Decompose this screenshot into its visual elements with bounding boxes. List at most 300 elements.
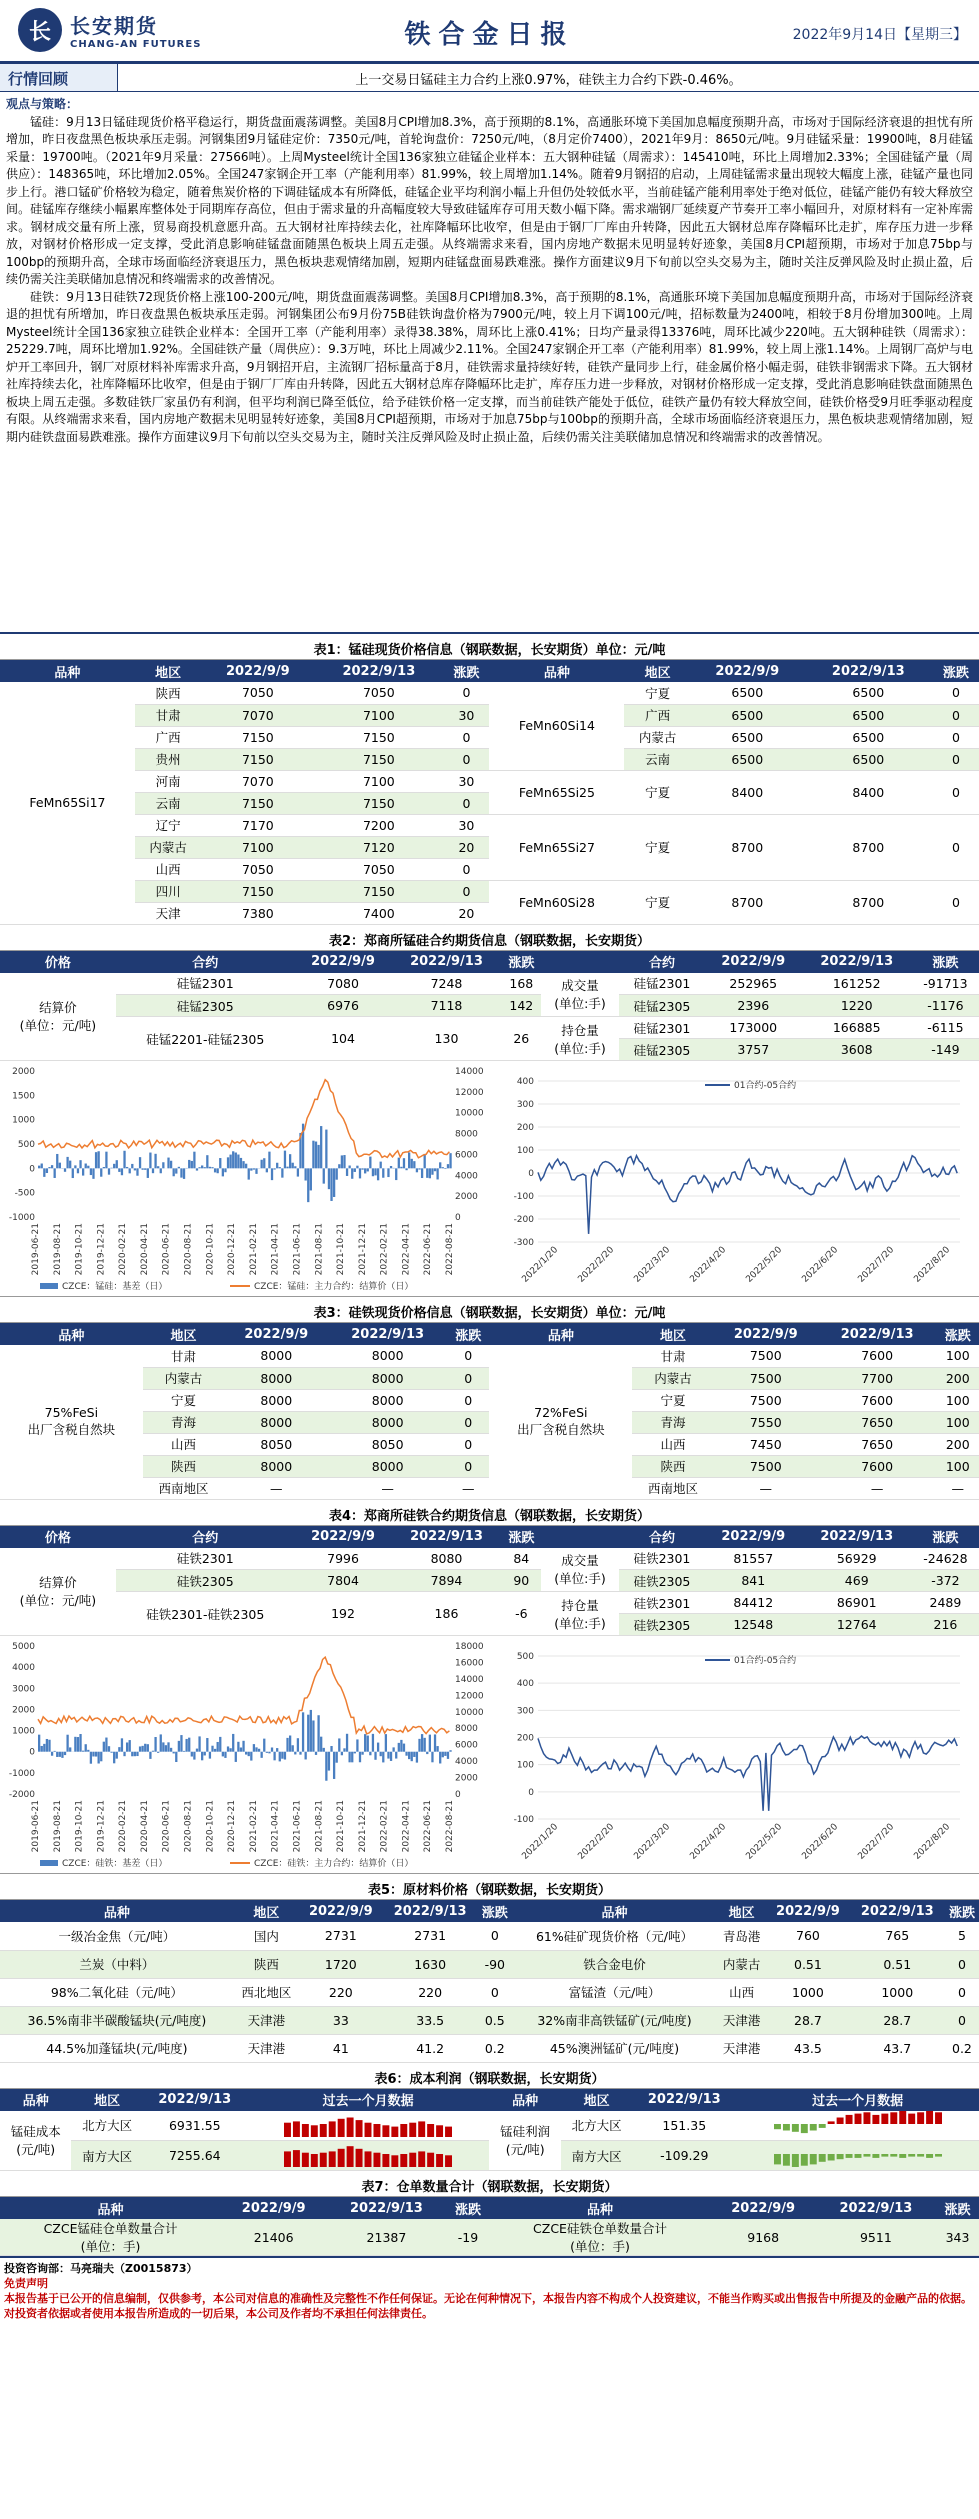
table-cell: 765 <box>850 1922 945 1950</box>
basis-bar <box>416 1752 418 1763</box>
basis-bar <box>377 1743 379 1752</box>
basis-bar <box>227 1746 229 1751</box>
tick-label: 2022/4/20 <box>688 1822 729 1862</box>
table-row <box>0 1592 979 1614</box>
basis-bar <box>323 1168 325 1183</box>
tick-label: -100 <box>513 1815 534 1825</box>
basis-bar <box>38 1166 40 1169</box>
basis-bar <box>180 1735 182 1752</box>
basis-bar <box>294 1166 296 1168</box>
basis-bar <box>95 1752 97 1757</box>
table-cell: 内蒙古 <box>632 1367 714 1389</box>
basis-bar <box>219 1158 221 1168</box>
table2-title: 表2：郑商所锰硅合约期货信息（钢联数据，长安期货） <box>0 925 979 951</box>
basis-bar <box>400 1740 402 1752</box>
table-cell: -90 <box>478 1950 512 1978</box>
tick-label: 2020-08-21 <box>183 1223 194 1276</box>
column-header: 2022/9/9 <box>295 951 392 973</box>
column-header: 涨跌 <box>502 1526 541 1548</box>
basis-bar <box>79 1160 81 1168</box>
tick-label: 16000 <box>455 1658 484 1669</box>
table-cell: 0 <box>933 880 979 924</box>
basis-bar <box>90 1168 92 1175</box>
table-cell: 469 <box>802 1570 912 1592</box>
table-row <box>0 1017 979 1039</box>
basis-bar <box>105 1738 107 1752</box>
basis-bar <box>312 1141 314 1169</box>
company-name-cn: 长安期货 <box>70 14 158 38</box>
basis-bar <box>317 1715 319 1751</box>
table-cell: 6500 <box>804 726 933 748</box>
basis-bar <box>206 1738 208 1752</box>
basis-bar <box>369 1752 371 1756</box>
table-cell: 9168 <box>711 2219 816 2256</box>
table-cell: 陕西 <box>135 682 201 704</box>
basis-bar <box>178 1741 180 1752</box>
column-header: 品种 <box>489 2197 710 2219</box>
tick-label: 2020-08-21 <box>183 1800 194 1853</box>
table-cell: 33.5 <box>383 2006 478 2034</box>
basis-bar <box>180 1168 182 1177</box>
table-cell: 84 <box>502 1548 541 1570</box>
column-header: 过去一个月数据 <box>736 2089 979 2111</box>
column-header: 2022/9/13 <box>326 2197 446 2219</box>
basis-bar <box>263 1158 265 1168</box>
table-cell: 天津港 <box>717 2034 766 2062</box>
basis-bar <box>160 1734 162 1751</box>
tick-label: 2020-12-21 <box>227 1800 238 1853</box>
tick-label: -500 <box>14 1188 35 1199</box>
table-row <box>0 1570 979 1592</box>
tick-label: 8000 <box>455 1724 478 1735</box>
table-cell: 陕西 <box>143 1455 225 1477</box>
table-cell: 西南地区 <box>143 1477 225 1499</box>
basis-bar <box>206 1155 208 1168</box>
table-cell: 8000 <box>328 1411 447 1433</box>
table-cell: 0 <box>447 1455 489 1477</box>
basis-bar <box>147 1744 149 1752</box>
tick-label: 4000 <box>455 1171 478 1182</box>
basis-bar <box>351 1752 353 1763</box>
basis-bar <box>116 1752 118 1759</box>
table-cell: 0 <box>443 792 489 814</box>
column-header: 2022/9/13 <box>802 951 912 973</box>
table-cell: 甘肃 <box>143 1345 225 1367</box>
table-row <box>0 880 979 902</box>
table-cell: 0 <box>447 1389 489 1411</box>
table-cell: — <box>937 1477 979 1499</box>
basis-bar <box>447 1164 449 1168</box>
table-cell: 广西 <box>624 704 690 726</box>
table-cell: — <box>714 1477 818 1499</box>
table-cell: 0 <box>443 880 489 902</box>
tick-label: 200 <box>516 1733 534 1744</box>
basis-bar <box>400 1167 402 1169</box>
table-cell: 9511 <box>816 2219 936 2256</box>
column-header: 地区 <box>624 660 690 682</box>
basis-bar <box>444 1752 446 1756</box>
table-cell: 7100 <box>201 836 314 858</box>
table-cell: 220 <box>383 1978 478 2006</box>
table-cell: 7380 <box>201 902 314 924</box>
basis-bar <box>310 1710 312 1752</box>
mnsi-charts <box>0 1061 979 1297</box>
table-cell: 0 <box>933 770 979 814</box>
basis-bar <box>426 1752 428 1754</box>
basis-bar <box>408 1752 410 1759</box>
column-header: 2022/9/9 <box>711 2197 816 2219</box>
table-cell: 6976 <box>295 995 392 1017</box>
tick-label: 6000 <box>455 1150 478 1161</box>
basis-bar <box>142 1746 144 1752</box>
tick-label: -1000 <box>8 1768 35 1779</box>
basis-bar <box>323 1748 325 1752</box>
basis-bar <box>188 1160 190 1168</box>
basis-bar <box>273 1752 275 1761</box>
table-cell: 7450 <box>714 1433 818 1455</box>
company-name-en: CHANG-AN FUTURES <box>70 39 202 50</box>
tick-label: 2022/1/20 <box>520 1822 561 1862</box>
table7-warehouse-receipts <box>0 2197 979 2256</box>
tick-label: 2000 <box>455 1192 478 1203</box>
table-cell: 青海 <box>143 1411 225 1433</box>
tick-label: 400 <box>516 1679 534 1690</box>
table-cell: 硅锰2301 <box>116 973 295 995</box>
table-cell: 宁夏 <box>624 880 690 924</box>
tick-label: 400 <box>516 1077 534 1087</box>
tick-label: 2000 <box>12 1067 35 1077</box>
basis-bar <box>418 1739 420 1752</box>
sparkline <box>283 2141 453 2167</box>
column-header: 合约 <box>116 1526 295 1548</box>
table-cell: 0.2 <box>945 2034 979 2062</box>
table-cell: 7894 <box>391 1570 501 1592</box>
table-cell: 75%FeSi 出厂含税自然块 <box>0 1345 143 1499</box>
basis-bar <box>43 1168 45 1177</box>
tick-label: 1000 <box>12 1726 35 1737</box>
table-cell: 结算价 (单位：元/吨) <box>0 973 116 1061</box>
basis-bar <box>372 1734 374 1752</box>
basis-bar <box>242 1741 244 1752</box>
basis-bar <box>429 1735 431 1752</box>
column-header: 涨跌 <box>912 1526 979 1548</box>
basis-bar <box>354 1168 356 1172</box>
basis-bar <box>390 1166 392 1168</box>
table-row <box>0 2219 979 2256</box>
table-cell: 7150 <box>201 792 314 814</box>
table-cell: 8400 <box>804 770 933 814</box>
basis-bar <box>325 1130 327 1169</box>
spread-line <box>538 1156 957 1234</box>
basis-bar <box>162 1742 164 1751</box>
table-cell: 结算价 (单位：元/吨) <box>0 1548 116 1636</box>
basis-bar <box>250 1168 252 1170</box>
table-cell: 7550 <box>714 1411 818 1433</box>
tick-label: 10000 <box>455 1707 484 1718</box>
basis-bar <box>56 1752 58 1757</box>
table-cell: 44.5%加蓬锰块(元/吨度) <box>0 2034 234 2062</box>
column-header: 2022/9/9 <box>224 1323 328 1345</box>
table-cell: 61%硅矿现货价格（元/吨） <box>512 1922 717 1950</box>
table-cell: 8700 <box>804 880 933 924</box>
basis-bar <box>183 1751 185 1752</box>
basis-bar <box>421 1168 423 1178</box>
table-cell: 宁夏 <box>632 1389 714 1411</box>
table-cell: 7100 <box>314 770 443 792</box>
tick-label: 2022-08-21 <box>445 1223 455 1276</box>
basis-bar <box>413 1161 415 1168</box>
basis-bar <box>328 1752 330 1771</box>
basis-bar <box>444 1168 446 1169</box>
basis-bar <box>178 1167 180 1169</box>
table-cell: 硅锰2305 <box>619 1039 705 1061</box>
basis-bar <box>424 1154 426 1168</box>
table-cell: 0 <box>478 1978 512 2006</box>
basis-bar <box>152 1751 154 1752</box>
table-cell: 8000 <box>224 1345 328 1367</box>
table-cell: 3757 <box>705 1039 802 1061</box>
tick-label: 2022-04-21 <box>401 1800 412 1853</box>
basis-bar <box>266 1752 268 1753</box>
table-cell: FeMn65Si27 <box>489 814 624 880</box>
table-cell: 0.5 <box>478 2006 512 2034</box>
basis-bar <box>209 1167 211 1169</box>
tick-label: 5000 <box>12 1642 35 1652</box>
basis-bar <box>209 1752 211 1759</box>
table-cell: 7150 <box>314 748 443 770</box>
basis-bar <box>436 1746 438 1752</box>
basis-bar <box>105 1152 107 1169</box>
basis-bar <box>346 1734 348 1752</box>
table-cell: 0 <box>447 1367 489 1389</box>
tick-label: 2021-06-21 <box>292 1223 303 1276</box>
table-cell: 成交量 (单位:手) <box>541 1548 619 1592</box>
basis-bar <box>336 1168 338 1179</box>
basis-bar <box>165 1745 167 1752</box>
basis-bar <box>229 1748 231 1751</box>
basis-bar <box>286 1167 288 1169</box>
table-cell: 0 <box>478 1922 512 1950</box>
basis-bar <box>118 1168 120 1172</box>
column-header: 2022/9/13 <box>143 2089 247 2111</box>
table-cell: 山西 <box>143 1433 225 1455</box>
table-cell: 21387 <box>326 2219 446 2256</box>
basis-bar <box>268 1152 270 1169</box>
column-header: 涨跌 <box>502 951 541 973</box>
table-cell: — <box>447 1477 489 1499</box>
market-review <box>0 64 979 92</box>
table-cell: 宁夏 <box>624 814 690 880</box>
basis-bar <box>351 1168 353 1178</box>
tick-label: 0 <box>528 1169 534 1179</box>
column-header: 2022/9/9 <box>705 951 802 973</box>
tick-label: 300 <box>516 1100 534 1110</box>
table-cell: 7600 <box>818 1455 937 1477</box>
table-cell: 持仓量 (单位:手) <box>541 1592 619 1636</box>
basis-bar <box>343 1748 345 1751</box>
table-cell: 28.7 <box>766 2006 849 2034</box>
column-header: 涨跌 <box>936 2197 979 2219</box>
column-header: 涨跌 <box>912 951 979 973</box>
tick-label: -1000 <box>8 1213 35 1223</box>
column-header: 2022/9/13 <box>818 1323 937 1345</box>
basis-bar <box>129 1168 131 1173</box>
column-header: 地区 <box>717 1900 766 1922</box>
tick-label: 2021-10-21 <box>336 1800 347 1853</box>
tick-label: 18000 <box>455 1642 484 1652</box>
basis-bar <box>51 1752 53 1756</box>
table-cell: 8000 <box>224 1411 328 1433</box>
basis-bar <box>297 1738 299 1752</box>
basis-bar <box>193 1152 195 1169</box>
table-cell: 7248 <box>391 973 501 995</box>
table-cell: -109.29 <box>632 2141 736 2171</box>
tick-label: 14000 <box>455 1067 484 1077</box>
basis-bar <box>271 1747 273 1751</box>
table-row <box>0 973 979 995</box>
basis-bar <box>66 1735 68 1752</box>
basis-bar <box>79 1734 81 1752</box>
basis-bar <box>118 1747 120 1752</box>
table-cell: 100 <box>937 1455 979 1477</box>
basis-bar <box>434 1734 436 1751</box>
basis-bar <box>320 1126 322 1168</box>
table-cell: 南方大区 <box>561 2141 632 2171</box>
basis-bar <box>310 1168 312 1190</box>
table-cell: 21406 <box>221 2219 326 2256</box>
table-cell: 7500 <box>714 1367 818 1389</box>
basis-bar <box>103 1742 105 1752</box>
tick-label: 2022/8/20 <box>912 1822 953 1862</box>
tick-label: 14000 <box>455 1674 484 1685</box>
table-cell: 220 <box>299 1978 382 2006</box>
tick-label: 6000 <box>455 1740 478 1751</box>
table-cell: -91713 <box>912 973 979 995</box>
column-header: 2022/9/9 <box>299 1900 382 1922</box>
legend-label: CZCE：硅铁：基差（日） <box>62 1859 168 1869</box>
table-cell: 锰硅成本 (元/吨) <box>0 2111 71 2171</box>
table-cell: 6500 <box>804 704 933 726</box>
tick-label: -100 <box>513 1192 534 1202</box>
table-cell: 45%澳洲锰矿(元/吨度) <box>512 2034 717 2062</box>
table-cell: 7080 <box>295 973 392 995</box>
table-cell: CZCE硅铁仓单数量合计 (单位：手) <box>489 2219 710 2256</box>
basis-bar <box>405 1168 407 1170</box>
table-cell: 7150 <box>201 880 314 902</box>
basis-bar <box>126 1167 128 1168</box>
basis-bar <box>292 1163 294 1169</box>
basis-bar <box>188 1738 190 1752</box>
basis-bar <box>439 1162 441 1168</box>
table-cell: 200 <box>937 1433 979 1455</box>
table-cell: 104 <box>295 1017 392 1061</box>
tick-label: 0 <box>29 1164 35 1175</box>
table4-fesi-futures <box>0 1526 979 1637</box>
basis-bar <box>325 1752 327 1781</box>
basis-bar <box>201 1752 203 1761</box>
basis-bar <box>439 1752 441 1764</box>
table-cell: 广西 <box>135 726 201 748</box>
column-header: 2022/9/13 <box>802 1526 912 1548</box>
basis-bar <box>372 1168 374 1176</box>
basis-bar <box>59 1752 61 1757</box>
table-cell: 持仓量 (单位:手) <box>541 1017 619 1061</box>
table-cell: 内蒙古 <box>717 1950 766 1978</box>
table-cell: 0 <box>443 726 489 748</box>
basis-bar <box>170 1161 172 1169</box>
review-text: 上一交易日锰硅主力合约上涨0.97%，硅铁主力合约下跌-0.46%。 <box>355 73 742 88</box>
basis-bar <box>341 1155 343 1168</box>
tick-label: 2019-06-21 <box>31 1800 41 1853</box>
basis-bar <box>284 1752 286 1760</box>
basis-bar <box>338 1164 340 1168</box>
column-header: 品种 <box>489 2089 560 2111</box>
basis-bar <box>134 1168 136 1170</box>
tick-label: 0 <box>455 1790 461 1800</box>
basis-bar <box>286 1738 288 1752</box>
column-header: 2022/9/13 <box>816 2197 936 2219</box>
table-cell: 云南 <box>135 792 201 814</box>
basis-bar <box>408 1152 410 1168</box>
tick-label: 2022-02-21 <box>379 1223 390 1276</box>
basis-bar <box>87 1166 89 1169</box>
tick-label: 2022/1/20 <box>520 1245 561 1285</box>
tick-label: 2022-02-21 <box>379 1800 390 1853</box>
basis-bar <box>82 1168 84 1175</box>
table-cell: 343 <box>936 2219 979 2256</box>
disclaimer-title: 免责声明 <box>4 2277 48 2290</box>
table-cell: 166885 <box>802 1017 912 1039</box>
table-cell: 7650 <box>818 1433 937 1455</box>
tick-label: 0 <box>455 1213 461 1223</box>
tick-label: -300 <box>513 1238 534 1248</box>
basis-bar <box>235 1752 237 1762</box>
basis-bar <box>405 1752 407 1756</box>
column-header: 涨跌 <box>447 2197 490 2219</box>
table1-mnsi-spot <box>0 660 979 925</box>
column-header: 品种 <box>0 660 135 682</box>
table-cell: 6931.55 <box>143 2111 247 2141</box>
basis-bar <box>289 1154 291 1168</box>
basis-bar <box>56 1154 58 1168</box>
tick-label: 2020-04-21 <box>139 1800 150 1853</box>
tick-label: 0 <box>29 1747 35 1758</box>
column-header: 地区 <box>143 1323 225 1345</box>
fesi-charts <box>0 1636 979 1874</box>
column-header: 过去一个月数据 <box>247 2089 490 2111</box>
tick-label: 8000 <box>455 1129 478 1140</box>
table-cell: 西北地区 <box>234 1978 299 2006</box>
table-cell: 32%南非高铁锰矿(元/吨度) <box>512 2006 717 2034</box>
basis-bar <box>157 1166 159 1168</box>
basis-bar <box>305 1168 307 1180</box>
table-cell: 硅铁2301-硅铁2305 <box>116 1592 295 1636</box>
basis-bar <box>131 1752 133 1757</box>
table-cell: 151.35 <box>632 2111 736 2141</box>
table6-cost-profit <box>0 2089 979 2172</box>
table-cell: FeMn65Si17 <box>0 682 135 924</box>
tick-label: 12000 <box>455 1087 484 1098</box>
basis-bar <box>232 1151 234 1168</box>
tick-label: -200 <box>513 1215 534 1225</box>
table-cell: 8050 <box>328 1433 447 1455</box>
table-cell: 硅铁2301 <box>619 1548 705 1570</box>
table-cell: 2731 <box>299 1922 382 1950</box>
table-row <box>0 2034 979 2062</box>
table-cell: 7200 <box>314 814 443 836</box>
column-header: 2022/9/13 <box>383 1900 478 1922</box>
column-header: 涨跌 <box>478 1900 512 1922</box>
